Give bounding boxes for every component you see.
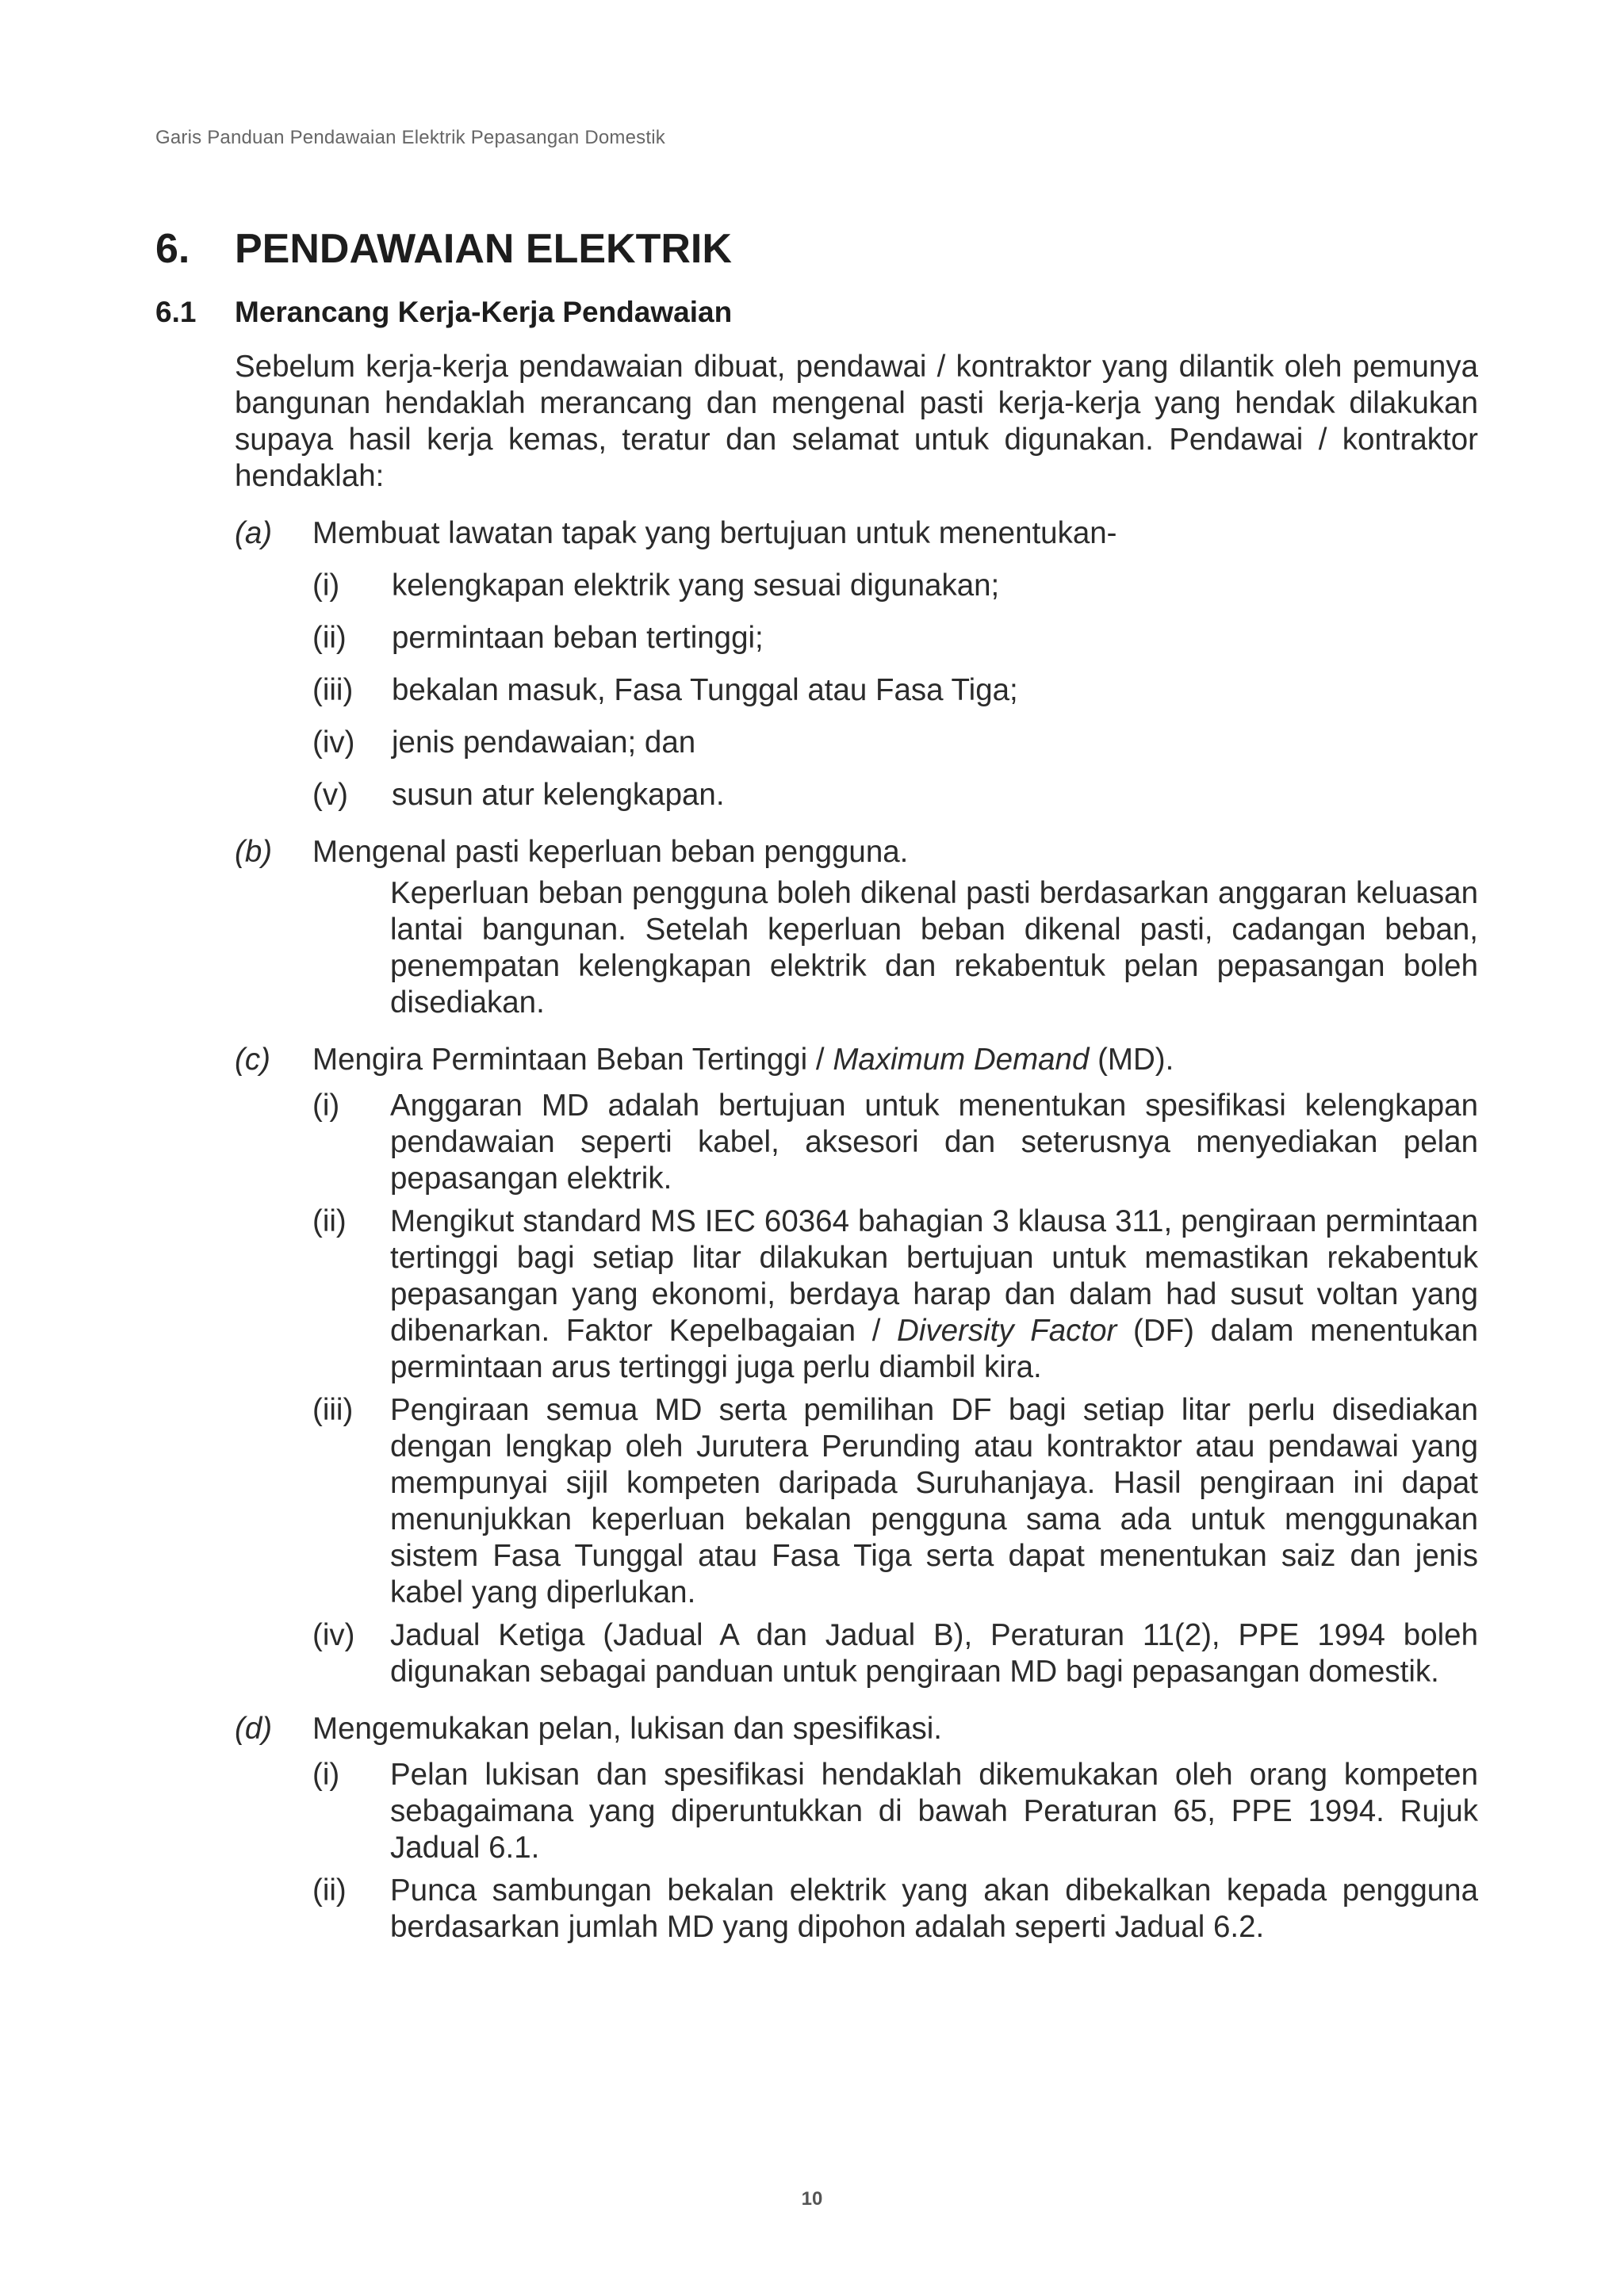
sub-list-text: Pengiraan semua MD serta pemilihan DF bagi setiap litar perlu disediakan dengan lengkap oleh Jurutera Perunding atau kontraktor atau pendawai yang mempunyai sijil kompeten daripada Suruhanjaya. Hasil pengiraan ini dapat menunjukkan keperluan bekalan pengguna sama ada untuk menggunakan sistem Fasa Tunggal atau Fasa Tiga serta dapat menentukan saiz dan jenis kabel yang diperlukan. bbox=[390, 1393, 1478, 1609]
sub-list-item bbox=[312, 1873, 1478, 1946]
sub-list-marker: (ii) bbox=[312, 1873, 347, 1908]
sub-list-marker: (iv) bbox=[312, 725, 355, 760]
sub-list-item bbox=[312, 1392, 1478, 1611]
sub-list-c bbox=[235, 1088, 1478, 1690]
list-item-text: Mengenal pasti keperluan beban pengguna. bbox=[312, 835, 909, 869]
list-item-d bbox=[235, 1711, 1478, 1747]
sub-list-item bbox=[312, 1757, 1478, 1866]
chapter-number: 6. bbox=[155, 226, 190, 272]
sub-list-item bbox=[312, 777, 1478, 813]
sub-list-item bbox=[312, 1617, 1478, 1690]
sub-list-marker: (iv) bbox=[312, 1618, 355, 1652]
list-item-text: Membuat lawatan tapak yang bertujuan untuk menentukan- bbox=[312, 516, 1117, 550]
sub-list-text: Punca sambungan bekalan elektrik yang akan dibekalkan kepada pengguna berdasarkan jumlah MD yang dipohon adalah seperti Jadual 6.2. bbox=[390, 1873, 1478, 1944]
sub-list-text bbox=[390, 1204, 1478, 1384]
intro-paragraph: Sebelum kerja-kerja pendawaian dibuat, pendawai / kontraktor yang dilantik oleh pemunya bangunan hendaklah merancang dan mengenal pasti kerja-kerja yang hendak dilakukan supaya hasil kerja kemas, teratur dan selamat untuk digunakan. Pendawai / kontraktor hendaklah: bbox=[235, 350, 1478, 493]
list-marker: (b) bbox=[235, 835, 273, 869]
sub-list-item bbox=[312, 725, 1478, 761]
chapter-title-text: PENDAWAIAN ELEKTRIK bbox=[235, 226, 732, 272]
sub-list-marker: (ii) bbox=[312, 621, 347, 655]
running-header: Garis Panduan Pendawaian Elektrik Pepasangan Domestik bbox=[155, 127, 665, 148]
section-title-text: Merancang Kerja-Kerja Pendawaian bbox=[235, 296, 733, 328]
sub-list-item bbox=[312, 1088, 1478, 1197]
list-item-text-italic: Maximum Demand bbox=[833, 1043, 1090, 1077]
sub-list-d bbox=[235, 1757, 1478, 1946]
sub-list-text: susun atur kelengkapan. bbox=[392, 778, 725, 812]
list-item-b bbox=[235, 834, 1478, 871]
sub-list-text-italic: Diversity Factor bbox=[897, 1314, 1117, 1348]
sub-list-item bbox=[312, 568, 1478, 604]
section-body bbox=[235, 349, 1478, 1952]
section-title bbox=[155, 293, 732, 331]
sub-list-item bbox=[312, 672, 1478, 709]
sub-list-text: Jadual Ketiga (Jadual A dan Jadual B), Peraturan 11(2), PPE 1994 boleh digunakan sebagai panduan untuk pengiraan MD bagi pepasangan domestik. bbox=[390, 1618, 1478, 1689]
sub-list-marker: (ii) bbox=[312, 1204, 347, 1238]
sub-list-text: permintaan beban tertinggi; bbox=[392, 621, 764, 655]
list-item-b-detail: Keperluan beban pengguna boleh dikenal pasti berdasarkan anggaran keluasan lantai bangunan. Setelah keperluan beban dikenal pasti, cadangan beban, penempatan kelengkapan elektrik dan rekabentuk pelan pepasangan boleh disediakan. bbox=[390, 876, 1478, 1020]
sub-list-marker: (i) bbox=[312, 1758, 340, 1792]
list-item-c bbox=[235, 1042, 1478, 1078]
list-item-text-part: Mengira Permintaan Beban Tertinggi / bbox=[312, 1043, 833, 1077]
list-item-text bbox=[312, 1042, 1478, 1078]
sub-list-marker: (i) bbox=[312, 1089, 340, 1123]
sub-list-item bbox=[312, 1203, 1478, 1386]
sub-list-item bbox=[312, 620, 1478, 656]
page-number: 10 bbox=[801, 2188, 823, 2210]
sub-list-text: jenis pendawaian; dan bbox=[392, 725, 696, 760]
sub-list-marker: (i) bbox=[312, 568, 340, 603]
sub-list-text-part: Mengikut standard MS IEC 60364 bahagian 3 klausa 311, pengiraan permintaan tertinggi bagi setiap litar dilakukan bertujuan untuk memastikan rekabentuk pepasangan yang ekonomi, berdaya harap dan dalam had susut voltan yang dibenarkan. Faktor Kepelbagaian / bbox=[390, 1204, 1478, 1348]
list-marker: (c) bbox=[235, 1043, 270, 1077]
chapter-title bbox=[155, 224, 732, 274]
list-marker: (d) bbox=[235, 1712, 273, 1746]
sub-list-marker: (iii) bbox=[312, 673, 354, 707]
sub-list-marker: (v) bbox=[312, 778, 348, 812]
sub-list-text: Pelan lukisan dan spesifikasi hendaklah dikemukakan oleh orang kompeten sebagaimana yang diperuntukkan di bawah Peraturan 65, PPE 1994. Rujuk Jadual 6.1. bbox=[390, 1758, 1478, 1865]
sub-list-a bbox=[235, 568, 1478, 813]
list-item-text: Mengemukakan pelan, lukisan dan spesifikasi. bbox=[312, 1712, 942, 1746]
sub-list-text: bekalan masuk, Fasa Tunggal atau Fasa Tiga; bbox=[392, 673, 1018, 707]
sub-list-text: Anggaran MD adalah bertujuan untuk menentukan spesifikasi kelengkapan pendawaian seperti kabel, aksesori dan seterusnya menyediakan pelan pepasangan elektrik. bbox=[390, 1089, 1478, 1196]
section-number: 6.1 bbox=[155, 296, 197, 328]
sub-list-marker: (iii) bbox=[312, 1393, 354, 1427]
list-marker: (a) bbox=[235, 516, 273, 550]
sub-list-text-part: (DF) dalam menentukan permintaan arus tertinggi juga perlu diambil kira. bbox=[390, 1314, 1478, 1384]
list-item-text-part: (MD). bbox=[1089, 1043, 1174, 1077]
list-item-a bbox=[235, 515, 1478, 552]
sub-list-text: kelengkapan elektrik yang sesuai digunakan; bbox=[392, 568, 1000, 603]
